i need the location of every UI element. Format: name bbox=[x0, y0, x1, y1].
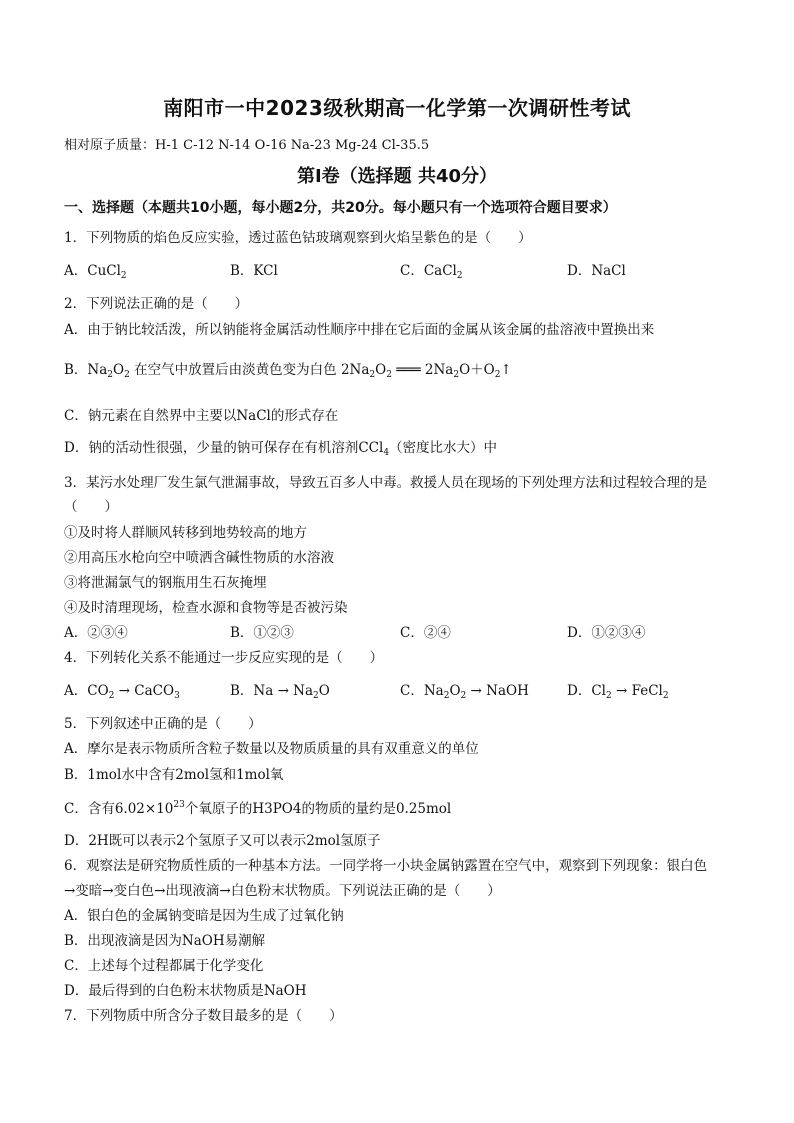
q2-option-d: D．钠的活动性很强，少量的钠可保存在有机溶剂CCl$_4$（密度比水大）中 bbox=[64, 440, 498, 458]
q1-stem: 1．下列物质的焰色反应实验，透过蓝色钴玻璃观察到火焰呈紫色的是（ ） bbox=[64, 230, 532, 246]
q6-option-c: C．上述每个过程都属于化学变化 bbox=[64, 958, 264, 974]
q6-option-a: A．银白色的金属钠变暗是因为生成了过氧化钠 bbox=[64, 908, 344, 924]
q1-option-c: C．CaCl$_2$ bbox=[400, 263, 463, 281]
atomic-masses: 相对原子质量：H-1 C-12 N-14 O-16 Na-23 Mg-24 Cl-35.5 bbox=[64, 138, 430, 153]
q7-stem: 7．下列物质中所含分子数目最多的是（ ） bbox=[64, 1008, 343, 1024]
q5-option-d: D．2H既可以表示2个氢原子又可以表示2mol氢原子 bbox=[64, 833, 381, 849]
q3-stem: 3．某污水处理厂发生氯气泄漏事故，导致五百多人中毒。救援人员在现场的下列处理方法和过程较合理的是 bbox=[64, 475, 708, 491]
q4-stem: 4．下列转化关系不能通过一步反应实现的是（ ） bbox=[64, 650, 384, 666]
q2-stem: 2．下列说法正确的是（ ） bbox=[64, 296, 249, 312]
q4-option-d: D．$Cl_2$ → FeCl$_2$ bbox=[567, 683, 669, 701]
q6-stem: 6．观察法是研究物质性质的一种基本方法。一同学将一小块金属钠露置在空气中，观察到下列现象：银白色 bbox=[64, 858, 708, 874]
q4-option-c: C．$Na_2O_2$ → NaOH bbox=[400, 683, 529, 701]
q5-option-c: C．含有$6.02\times 10^{23}$个氧原子的H3PO4的物质的量约是0.25mol bbox=[64, 800, 452, 817]
q3-item-3: ③将泄漏氯气的钢瓶用生石灰掩埋 bbox=[64, 575, 267, 591]
q3-stem-cont: （ ） bbox=[64, 499, 118, 515]
section-title: 第Ⅰ卷（选择题 共40分） bbox=[296, 166, 497, 187]
q6-stem-cont: →变暗→变白色→出现液滴→白色粉末状物质。下列说法正确的是（ ） bbox=[64, 883, 501, 899]
q2-option-c: C．钠元素在自然界中主要以NaCl的形式存在 bbox=[64, 408, 339, 424]
q2-option-b: B．$Na_2O_2$ 在空气中放置后由淡黄色变为白色 $2Na_2O_2$ ═══ $2Na_2O+O_2↑$ bbox=[64, 362, 512, 380]
q6-option-b: B．出现液滴是因为NaOH易潮解 bbox=[64, 933, 266, 949]
q4-option-b: B．$Na \to Na_2O$ bbox=[230, 683, 330, 701]
q3-item-4: ④及时清理现场，检查水源和食物等是否被污染 bbox=[64, 600, 348, 616]
q3-option-d: D．①②③④ bbox=[567, 625, 646, 641]
q3-item-1: ①及时将人群顺风转移到地势较高的地方 bbox=[64, 525, 307, 541]
q5-option-b: B．1mol水中含有2mol氢和1mol氧 bbox=[64, 767, 284, 783]
q1-option-b: B．KCl bbox=[230, 263, 278, 279]
q1-option-a: A．CuCl$_2$ bbox=[64, 263, 127, 281]
q3-item-2: ②用高压水枪向空中喷洒含碱性物质的水溶液 bbox=[64, 550, 334, 566]
exam-title: 南阳市一中2023级秋期高一化学第一次调研性考试 bbox=[163, 96, 631, 120]
q4-option-a: A．$CO_2$ → CaCO$_3$ bbox=[64, 683, 180, 701]
q2-option-a: A．由于钠比较活泼，所以钠能将金属活动性顺序中排在它后面的金属从该金属的盐溶液中置换出来 bbox=[64, 322, 655, 338]
q5-option-a: A．摩尔是表示物质所含粒子数量以及物质质量的具有双重意义的单位 bbox=[64, 741, 479, 757]
q3-option-b: B．①②③ bbox=[230, 625, 294, 641]
q5-stem: 5．下列叙述中正确的是（ ） bbox=[64, 716, 262, 732]
q3-option-c: C．②④ bbox=[400, 625, 451, 641]
q1-option-d: D．NaCl bbox=[567, 263, 626, 279]
q6-option-d: D．最后得到的白色粉末状物质是NaOH bbox=[64, 983, 307, 999]
part-heading: 一、选择题（本题共10小题，每小题2分，共20分。每小题只有一个选项符合题目要求） bbox=[64, 200, 617, 216]
q3-option-a: A．②③④ bbox=[64, 625, 128, 641]
